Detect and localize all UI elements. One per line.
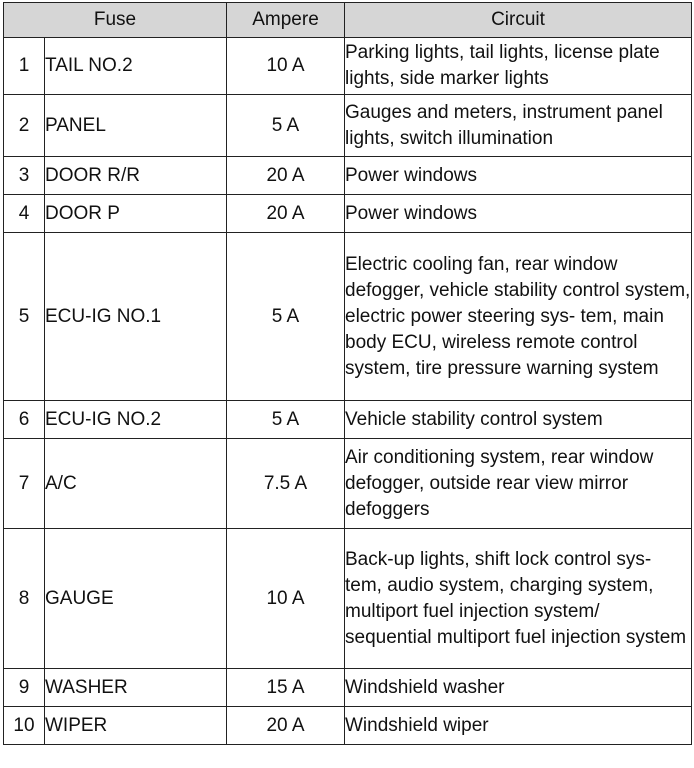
fuse-ampere: 15 A (227, 669, 345, 707)
table-row (4, 195, 692, 233)
fuse-circuit: Gauges and meters, instrument panel lights, switch illumination (345, 95, 692, 157)
fuse-ampere: 20 A (227, 157, 345, 195)
fuse-number: 5 (4, 233, 45, 401)
header-ampere: Ampere (227, 3, 345, 38)
table-row (4, 669, 692, 707)
fuse-number: 9 (4, 669, 45, 707)
fuse-number: 2 (4, 95, 45, 157)
header-fuse: Fuse (4, 3, 227, 38)
fuse-circuit: Power windows (345, 195, 692, 233)
table-row (4, 439, 692, 529)
table-row (4, 401, 692, 439)
table-row (4, 707, 692, 745)
table-row (4, 38, 692, 95)
fuse-ampere: 10 A (227, 38, 345, 95)
fuse-name: PANEL (45, 95, 227, 157)
fuse-name: WIPER (45, 707, 227, 745)
fuse-number: 4 (4, 195, 45, 233)
fuse-name: ECU-IG NO.1 (45, 233, 227, 401)
fuse-circuit: Air conditioning system, rear window defogger, outside rear view mirror defoggers (345, 439, 692, 529)
table-row (4, 157, 692, 195)
header-row (4, 3, 692, 38)
fuse-ampere: 10 A (227, 529, 345, 669)
fuse-table (3, 2, 692, 745)
fuse-circuit: Back-up lights, shift lock control sys- tem, audio system, charging system, multiport fuel injection system/ sequential multiport fuel injection system (345, 529, 692, 669)
fuse-circuit: Windshield wiper (345, 707, 692, 745)
fuse-circuit: Power windows (345, 157, 692, 195)
fuse-name: WASHER (45, 669, 227, 707)
fuse-circuit: Electric cooling fan, rear window defogger, vehicle stability control system, electric power steering sys- tem, main body ECU, wireless remote control system, tire pressure warning system (345, 233, 692, 401)
fuse-number: 1 (4, 38, 45, 95)
fuse-ampere: 5 A (227, 95, 345, 157)
fuse-number: 7 (4, 439, 45, 529)
fuse-name: ECU-IG NO.2 (45, 401, 227, 439)
fuse-ampere: 7.5 A (227, 439, 345, 529)
table-row (4, 95, 692, 157)
fuse-circuit: Parking lights, tail lights, license plate lights, side marker lights (345, 38, 692, 95)
fuse-circuit: Windshield washer (345, 669, 692, 707)
table-row (4, 529, 692, 669)
fuse-number: 10 (4, 707, 45, 745)
fuse-ampere: 5 A (227, 233, 345, 401)
fuse-ampere: 5 A (227, 401, 345, 439)
fuse-ampere: 20 A (227, 195, 345, 233)
fuse-name: DOOR R/R (45, 157, 227, 195)
fuse-number: 6 (4, 401, 45, 439)
header-circuit: Circuit (345, 3, 692, 38)
fuse-name: DOOR P (45, 195, 227, 233)
fuse-name: GAUGE (45, 529, 227, 669)
table-row (4, 233, 692, 401)
fuse-name: TAIL NO.2 (45, 38, 227, 95)
fuse-number: 3 (4, 157, 45, 195)
fuse-number: 8 (4, 529, 45, 669)
fuse-circuit: Vehicle stability control system (345, 401, 692, 439)
fuse-ampere: 20 A (227, 707, 345, 745)
fuse-name: A/C (45, 439, 227, 529)
